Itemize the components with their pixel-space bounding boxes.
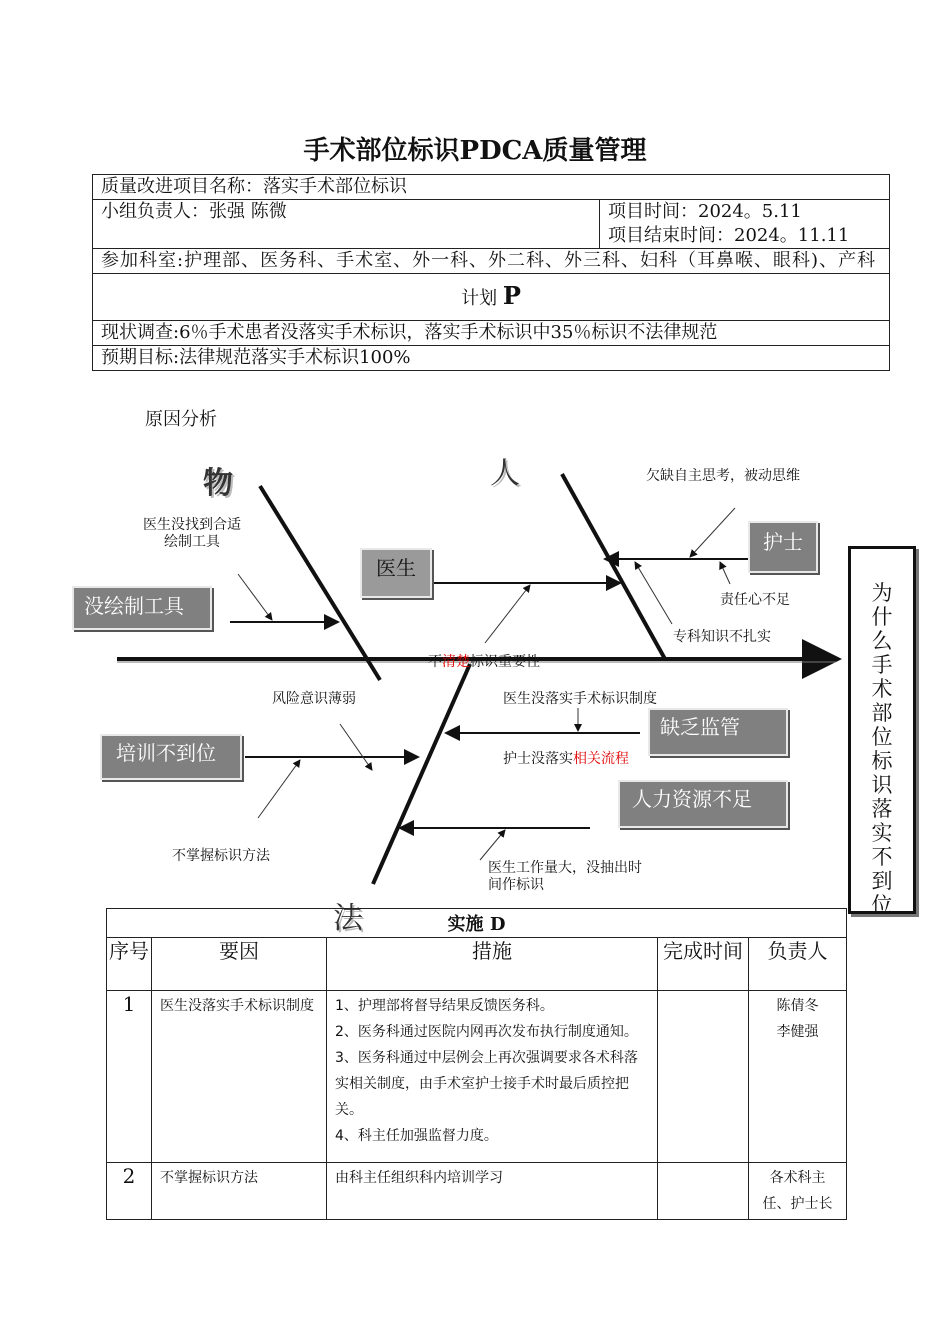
table-row: [107, 1163, 847, 1220]
implementation-table: [106, 908, 847, 1220]
project-name: 质量改进项目名称：落实手术部位标识: [93, 175, 890, 200]
bone-ren: [562, 474, 665, 659]
header-time: 完成时间: [658, 938, 749, 991]
row-no: 1: [107, 991, 152, 1163]
note-nurse-flow-a: 护士没落实: [503, 751, 573, 767]
note-method: 不掌握标识方法: [172, 848, 270, 864]
expected-goal: 预期目标:法律规范落实手术标识100%: [93, 346, 890, 371]
note-doc-system: 医生没落实手术标识制度: [503, 691, 657, 707]
measure-item: 3、医务科通过中层例会上再次强调要求各术科落实相关制度，由手术室护士接手术时最后质控把关。: [335, 1050, 638, 1118]
row-time: [658, 991, 749, 1163]
header-cause: 要因: [152, 938, 327, 991]
box-supervision: 缺乏监管: [648, 708, 788, 756]
end-time: 项目结束时间：2024。11.11: [608, 225, 850, 246]
plan-letter: P: [502, 280, 521, 310]
header-no: 序号: [107, 938, 152, 991]
implementation-title: 实施 D: [107, 909, 847, 938]
note-nurse-flow-b: 相关流程: [573, 751, 629, 767]
note-no-tool: 医生没找到合适绘制工具: [143, 517, 241, 550]
measure-item: 2、医务科通过医院内网再次发布执行制度通知。: [335, 1024, 638, 1040]
head-wu: 物: [203, 466, 233, 501]
box-doctor: 医生: [360, 548, 432, 598]
box-training: 培训不到位: [100, 734, 242, 780]
cause-analysis-label: 原因分析: [145, 409, 217, 430]
departments: 参加科室:护理部、医务科、手术室、外一科、外二科、外三科、妇科（耳鼻喉、眼科)、产科: [93, 249, 890, 274]
status-survey: 现状调查:6％手术患者没落实手术标识，落实手术标识中35％标识不法律规范: [93, 321, 890, 346]
header-measures: 措施: [327, 938, 658, 991]
note-passive: 欠缺自主思考，被动思维: [646, 468, 800, 484]
note-responsibility: 责任心不足: [720, 592, 790, 608]
note-risk: 风险意识薄弱: [272, 691, 356, 707]
bone-fa: [373, 664, 470, 884]
note-nurse-flow: [503, 751, 629, 768]
head-fa: 法: [333, 901, 363, 936]
note-importance-c: 标识重要性: [470, 654, 540, 670]
problem-text: 为什么手术部位标识落实不到位: [871, 581, 893, 917]
problem-box: [848, 546, 916, 917]
row-no: 2: [107, 1163, 152, 1220]
plan-label: 计划: [461, 287, 498, 309]
row-cause: 不掌握标识方法: [152, 1163, 327, 1220]
note-importance: [428, 654, 540, 671]
row-measures: [327, 991, 658, 1163]
leader: 小组负责人：张强 陈微: [93, 200, 600, 249]
measure-item: 4、科主任加强监督力度。: [335, 1128, 498, 1144]
box-staff: 人力资源不足: [618, 780, 788, 828]
note-importance-a: 不: [428, 654, 442, 670]
box-no-tool: 没绘制工具: [72, 586, 212, 630]
head-ren: 人: [490, 456, 520, 491]
start-time: 项目时间：2024。5.11: [608, 201, 802, 222]
box-nurse: 护士: [748, 521, 818, 573]
table-row: [107, 991, 847, 1163]
row-time: [658, 1163, 749, 1220]
note-knowledge: 专科知识不扎实: [673, 629, 771, 645]
row-measures: [327, 1163, 658, 1220]
note-workload: 医生工作量大，没抽出时间作标识: [488, 860, 642, 893]
row-cause: 医生没落实手术标识制度: [152, 991, 327, 1163]
note-importance-b: 清楚: [442, 654, 470, 670]
measure-item: 1、护理部将督导结果反馈医务科。: [335, 998, 554, 1014]
row-owner: 陈倩冬 李健强: [749, 991, 847, 1163]
row-owner: 各术科主任、护士长: [749, 1163, 847, 1220]
header-owner: 负责人: [749, 938, 847, 991]
measure-item: 由科主任组织科内培训学习: [335, 1170, 503, 1186]
page-title: 手术部位标识PDCA质量管理: [303, 136, 647, 166]
